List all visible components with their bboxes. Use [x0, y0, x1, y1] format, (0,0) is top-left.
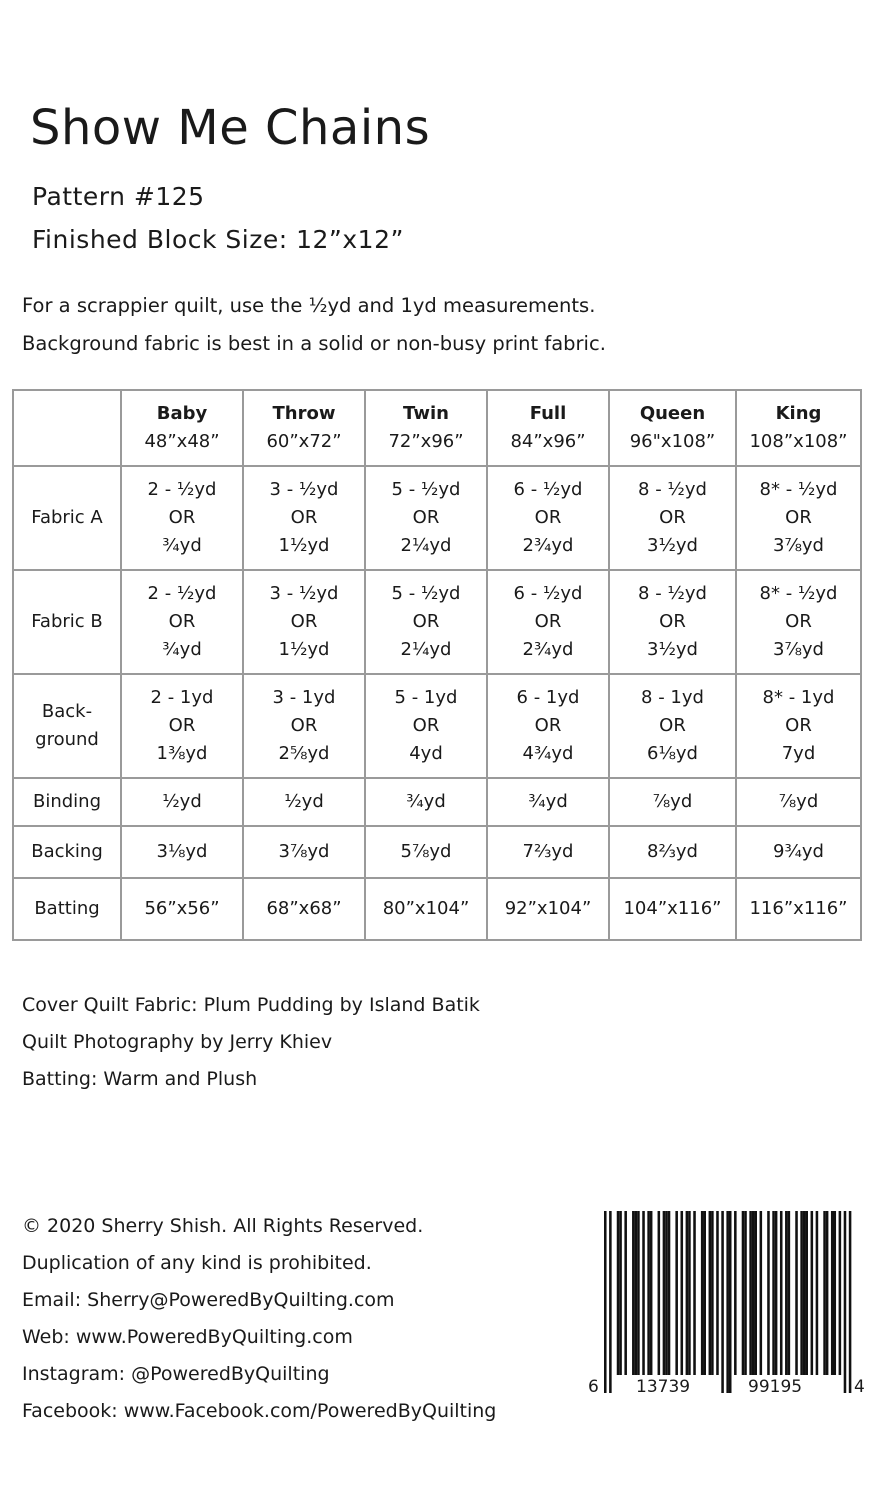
table-row [13, 826, 861, 878]
table-cell [243, 570, 365, 674]
credits [22, 990, 480, 1101]
barcode-bar [619, 1211, 622, 1375]
column-size: 84”x96” [510, 431, 586, 452]
table-cell [609, 466, 736, 570]
table-cell [609, 878, 736, 940]
cell-line: 7yd [781, 743, 816, 764]
table-row [13, 570, 861, 674]
cell-line: OR [412, 507, 440, 528]
barcode-bar [734, 1211, 737, 1375]
column-header [365, 390, 487, 466]
credit-batting: Batting: Warm and Plush [22, 1068, 258, 1090]
row-label [13, 674, 121, 778]
cell-line: OR [168, 611, 196, 632]
barcode-bar [609, 1211, 612, 1393]
cell-line: 2 - 1yd [150, 687, 214, 708]
cell-line: OR [785, 611, 812, 632]
barcode-bar [772, 1211, 775, 1375]
duplication-notice: Duplication of any kind is prohibited. [22, 1252, 372, 1274]
row-label [13, 826, 121, 878]
column-name: Queen [639, 403, 706, 424]
barcode-bar [675, 1211, 678, 1375]
cell-line: 2¼yd [400, 639, 452, 660]
table-cell [243, 466, 365, 570]
barcode-bar [665, 1211, 668, 1375]
row-label-line: Binding [32, 791, 102, 812]
barcode-bar [767, 1211, 770, 1375]
table-cell [365, 826, 487, 878]
cell-line: 3 - 1yd [272, 687, 336, 708]
cell-line: 92”x104” [504, 898, 592, 919]
row-label-line: Back- [41, 701, 93, 722]
table-cell [121, 826, 243, 878]
barcode-bar [688, 1211, 691, 1375]
table-cell [365, 570, 487, 674]
cell-line: 80”x104” [382, 898, 470, 919]
barcode-bar [624, 1211, 627, 1375]
cell-line: OR [659, 507, 686, 528]
table-cell [487, 570, 609, 674]
barcode-bar [844, 1211, 847, 1393]
table-header-row [13, 390, 861, 466]
cell-line: 3⅞yd [773, 639, 824, 660]
cell-line: 2¾yd [522, 535, 574, 556]
table-cell [736, 778, 861, 826]
table-cell [121, 570, 243, 674]
cell-line: ½yd [162, 791, 202, 812]
cell-line: OR [534, 611, 562, 632]
barcode-group-1: 13739 [636, 1377, 691, 1397]
cell-line: 5 - 1yd [394, 687, 458, 708]
cell-line: OR [534, 715, 562, 736]
cell-line: 6 - ½yd [513, 583, 583, 604]
cell-line: 2¾yd [522, 639, 574, 660]
cell-line: OR [168, 715, 196, 736]
barcode-bar [744, 1211, 747, 1375]
cell-line: OR [290, 611, 318, 632]
table-cell [365, 878, 487, 940]
block-size: Finished Block Size: 12”x12” [32, 225, 404, 254]
barcode-bar [681, 1211, 684, 1375]
barcode-bar [775, 1211, 778, 1375]
column-name: Throw [272, 403, 336, 424]
cell-line: OR [168, 507, 196, 528]
barcode-left-digit: 6 [588, 1377, 599, 1397]
table-cell [243, 878, 365, 940]
credit-fabric: Cover Quilt Fabric: Plum Pudding by Island Batik [22, 994, 480, 1016]
barcode-bar [632, 1211, 635, 1375]
cell-line: 2¼yd [400, 535, 452, 556]
column-header [736, 390, 861, 466]
table-cell [736, 570, 861, 674]
cell-line: ⅞yd [652, 791, 693, 812]
cell-line: 116”x116” [749, 898, 848, 919]
table-cell [121, 878, 243, 940]
barcode-bar [693, 1211, 696, 1375]
column-name: Baby [156, 403, 208, 424]
barcode-bar [749, 1211, 752, 1375]
cell-line: 6⅛yd [647, 743, 698, 764]
cell-line: 5 - ½yd [391, 583, 461, 604]
barcode-bar [823, 1211, 826, 1375]
barcode-bar [604, 1211, 607, 1393]
cell-line: 8⅔yd [647, 841, 698, 862]
cell-line: OR [412, 611, 440, 632]
copyright: © 2020 Sherry Shish. All Rights Reserved. [22, 1215, 424, 1237]
cell-line: 1⅜yd [156, 743, 208, 764]
barcode-right-digit: 4 [854, 1377, 865, 1397]
row-label-line: Fabric B [31, 611, 103, 632]
web-line[interactable]: Web: www.PoweredByQuilting.com [22, 1326, 353, 1348]
row-label-line: ground [35, 729, 99, 750]
barcode-bar [668, 1211, 671, 1375]
cell-line: 1½yd [278, 535, 330, 556]
column-size: 72”x96” [388, 431, 464, 452]
cell-line: 3 - ½yd [269, 583, 339, 604]
barcode-bar [617, 1211, 620, 1375]
barcode-bar [795, 1211, 798, 1375]
table-cell [365, 778, 487, 826]
column-size: 60”x72” [266, 431, 342, 452]
column-size: 96"x108” [629, 431, 716, 452]
barcode-bar [805, 1211, 808, 1375]
footer [22, 1211, 496, 1433]
barcode-bar [752, 1211, 755, 1375]
cell-line: 6 - ½yd [513, 479, 583, 500]
table-cell [487, 878, 609, 940]
barcode-bar [785, 1211, 788, 1375]
table-cell [121, 466, 243, 570]
cell-line: 5 - ½yd [391, 479, 461, 500]
cell-line: 9¾yd [773, 841, 824, 862]
cell-line: 8 - ½yd [638, 479, 707, 500]
cell-line: 7⅔yd [522, 841, 574, 862]
cell-line: 2⅝yd [278, 743, 330, 764]
barcode-bar [721, 1211, 724, 1393]
barcode-bar [701, 1211, 704, 1375]
cell-line: OR [659, 715, 686, 736]
column-name: Twin [403, 403, 449, 424]
row-label [13, 878, 121, 940]
barcode-bar [711, 1211, 714, 1375]
note-background: Background fabric is best in a solid or non-busy print fabric. [22, 332, 606, 355]
cell-line: 8* - ½yd [759, 479, 838, 500]
barcode-bar [839, 1211, 842, 1375]
table-cell [609, 826, 736, 878]
column-header [243, 390, 365, 466]
table-cell [487, 778, 609, 826]
cell-line: 3⅞yd [278, 841, 330, 862]
barcode-bar [729, 1211, 732, 1393]
email-line[interactable]: Email: Sherry@PoweredByQuilting.com [22, 1289, 395, 1311]
cell-line: 5⅞yd [400, 841, 452, 862]
barcode-bar [703, 1211, 706, 1375]
barcode-bar [663, 1211, 666, 1375]
barcode-bar [811, 1211, 814, 1375]
barcode-bar [642, 1211, 645, 1375]
column-name: Full [529, 403, 567, 424]
barcode-bar [803, 1211, 806, 1375]
cell-line: 8 - ½yd [638, 583, 707, 604]
table-cell [736, 826, 861, 878]
cell-line: OR [290, 507, 318, 528]
row-label-line: Batting [34, 898, 100, 919]
cell-line: ⅞yd [778, 791, 819, 812]
yardage-table [12, 389, 862, 941]
page-title: Show Me Chains [30, 100, 431, 156]
column-header [487, 390, 609, 466]
table-row [13, 778, 861, 826]
cell-line: ¾yd [528, 791, 568, 812]
cell-line: 3⅞yd [773, 535, 824, 556]
cell-line: 4yd [409, 743, 443, 764]
cell-line: OR [785, 715, 812, 736]
table-cell [487, 826, 609, 878]
table-row [13, 466, 861, 570]
cell-line: 6 - 1yd [516, 687, 580, 708]
instagram-line[interactable]: Instagram: @PoweredByQuilting [22, 1363, 330, 1385]
barcode-group-2: 99195 [748, 1377, 803, 1397]
barcode-bar [709, 1211, 712, 1375]
cell-line: 3⅛yd [156, 841, 208, 862]
credit-photography: Quilt Photography by Jerry Khiev [22, 1031, 333, 1053]
barcode-bar [650, 1211, 653, 1375]
table-cell [365, 674, 487, 778]
cell-line: 8 - 1yd [641, 687, 704, 708]
cell-line: ¾yd [406, 791, 446, 812]
cell-line: 68”x68” [266, 898, 342, 919]
barcode-bar [780, 1211, 783, 1375]
barcode-bar [826, 1211, 829, 1375]
column-name: King [775, 403, 822, 424]
table-cell [736, 466, 861, 570]
column-size: 48”x48” [144, 431, 220, 452]
cell-line: 8* - 1yd [762, 687, 835, 708]
cell-line: 3½yd [647, 639, 698, 660]
barcode-bar [834, 1211, 837, 1375]
row-label [13, 778, 121, 826]
row-label [13, 466, 121, 570]
note-scrappier: For a scrappier quilt, use the ½yd and 1yd measurements. [22, 294, 596, 317]
barcode-bar [849, 1211, 852, 1393]
cell-line: 2 - ½yd [147, 583, 217, 604]
cell-line: 1½yd [278, 639, 330, 660]
cell-line: OR [659, 611, 686, 632]
table-cell [121, 778, 243, 826]
barcode-bar [726, 1211, 729, 1393]
column-header [121, 390, 243, 466]
barcode-bar [716, 1211, 719, 1375]
barcode-bar [816, 1211, 819, 1375]
barcode-bar [760, 1211, 763, 1375]
cell-line: OR [785, 507, 812, 528]
table-cell [365, 466, 487, 570]
cell-line: 104”x116” [623, 898, 722, 919]
table-cell [243, 674, 365, 778]
row-label-line: Backing [31, 841, 103, 862]
table-cell [736, 674, 861, 778]
table-cell [736, 878, 861, 940]
barcode-bar [635, 1211, 638, 1375]
cell-line: OR [290, 715, 318, 736]
barcode-bar [788, 1211, 791, 1375]
column-header [609, 390, 736, 466]
barcode-bar [800, 1211, 803, 1375]
barcode-bar [637, 1211, 640, 1375]
cell-line: 4¾yd [522, 743, 574, 764]
cell-line: OR [412, 715, 440, 736]
cell-line: 3 - ½yd [269, 479, 339, 500]
barcode-bars [588, 1207, 866, 1407]
table-cell [121, 674, 243, 778]
barcode-bar [831, 1211, 834, 1375]
cell-line: 3½yd [647, 535, 698, 556]
barcode-bar [647, 1211, 650, 1375]
cell-line: ¾yd [162, 639, 202, 660]
table-cell [487, 466, 609, 570]
pattern-number: Pattern #125 [32, 182, 205, 211]
table-cell [243, 778, 365, 826]
barcode [588, 1207, 866, 1407]
row-label-line: Fabric A [31, 507, 103, 528]
table-cell [487, 674, 609, 778]
barcode-bar [742, 1211, 745, 1375]
cell-line: 56”x56” [144, 898, 220, 919]
cell-line: 8* - ½yd [759, 583, 838, 604]
table-row [13, 878, 861, 940]
facebook-line[interactable]: Facebook: www.Facebook.com/PoweredByQuilting [22, 1400, 497, 1422]
row-label [13, 570, 121, 674]
table-cell [609, 778, 736, 826]
corner-cell [13, 390, 121, 466]
cell-line: 2 - ½yd [147, 479, 217, 500]
column-size: 108”x108” [749, 431, 848, 452]
barcode-bar [686, 1211, 689, 1375]
barcode-bar [754, 1211, 757, 1375]
table-cell [609, 570, 736, 674]
table-cell [609, 674, 736, 778]
cell-line: OR [534, 507, 562, 528]
barcode-bar [658, 1211, 661, 1375]
cell-line: ¾yd [162, 535, 202, 556]
table-cell [243, 826, 365, 878]
cell-line: ½yd [284, 791, 324, 812]
table-row [13, 674, 861, 778]
